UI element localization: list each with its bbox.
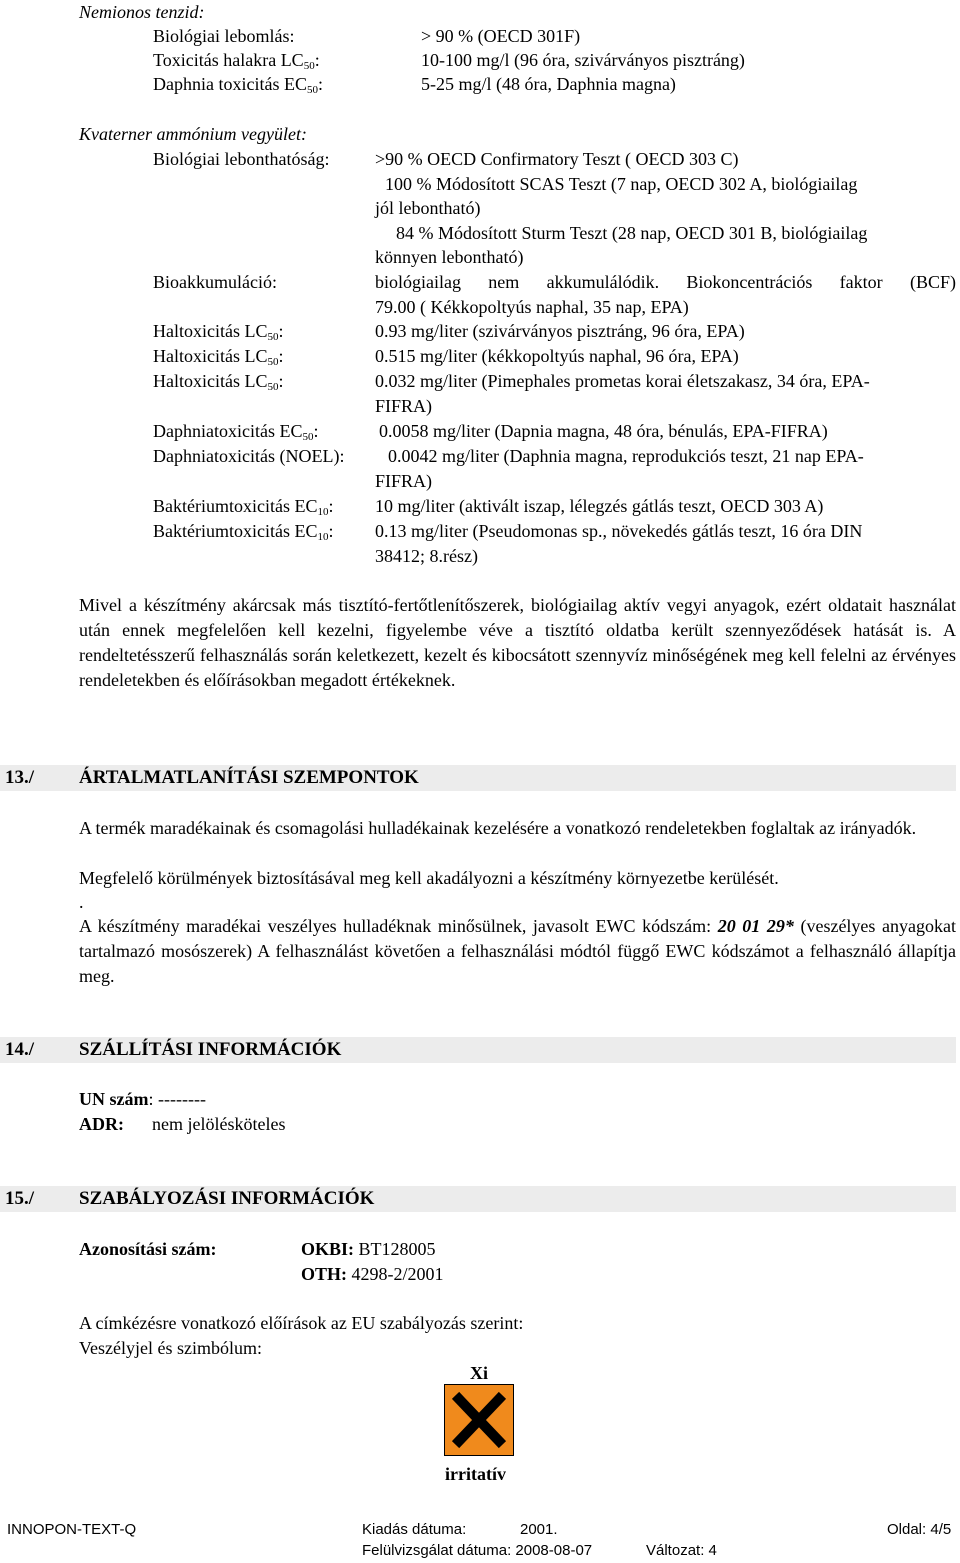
un-number: UN szám: -------- <box>79 1089 206 1109</box>
daphnoel-value-1: 0.0042 mg/liter (Daphnia magna, reprodukciós teszt, 21 nap EPA- <box>388 446 864 466</box>
daph-value: 0.0058 mg/liter (Dapnia magna, 48 óra, bénulás, EPA-FIFRA) <box>379 421 828 441</box>
footer-review-date: Felülvizsgálat dátuma: 2008-08-07 <box>362 1542 593 1559</box>
halt-value-2: 0.515 mg/liter (kékkopoltyús naphal, 96 óra, EPA) <box>375 346 739 366</box>
s13-paragraph-1: A termék maradékainak és csomagolási hulladékainak kezelésére a vonatkozó rendeletekben foglaltak az irányadók. <box>79 818 917 838</box>
bakt-value-1: 10 mg/liter (aktivált iszap, lélegzés gátlás teszt, OECD 303 A) <box>375 496 824 516</box>
biodeg-value-2a: 100 % Módosított SCAS Teszt (7 nap, OECD 302 A, biológiailag <box>385 174 858 194</box>
oth-line: OTH: 4298-2/2001 <box>301 1264 444 1284</box>
daphnoel-value-2: FIFRA) <box>375 471 433 491</box>
bioakk-value-1: biológiailag nem akkumulálódik. Biokoncentrációs faktor (BCF) <box>375 272 956 292</box>
halt-value-3a: 0.032 mg/liter (Pimephales prometas korai életszakasz, 34 óra, EPA- <box>375 371 870 391</box>
section-13-number: 13./ <box>5 767 35 788</box>
adr-value: nem jelölésköteles <box>152 1114 286 1134</box>
okbi-line: OKBI: BT128005 <box>301 1239 436 1259</box>
halt-label-3: Haltoxicitás $LC_{50}$: <box>153 371 284 393</box>
section-14-title: SZÁLLÍTÁSI INFORMÁCIÓK <box>79 1039 342 1060</box>
section-13-title: ÁRTALMATLANÍTÁSI SZEMPONTOK <box>79 767 419 788</box>
biodeg-label: Biológiai lebonthatóság: <box>153 149 330 169</box>
bioakk-label: Bioakkumuláció: <box>153 272 277 292</box>
halt-value-3b: FIFRA) <box>375 396 433 416</box>
kvaterner-heading: Kvaterner ammónium vegyület: <box>79 124 307 144</box>
bakt-label-2: Baktériumtoxicitás $EC_{10}$: <box>153 521 334 543</box>
veszelyjel-text: Veszélyjel és szimbólum: <box>79 1338 262 1358</box>
daph-label: Daphniatoxicitás $EC_{50}$: <box>153 421 319 443</box>
hazard-cross-icon <box>444 1384 514 1456</box>
bioakk-value-2: 79.00 ( Kékkopoltyús naphal, 35 nap, EPA) <box>375 297 689 317</box>
s13-paragraph-2: Megfelelő körülmények biztosításával meg kell akadályozni a készítmény környezetbe kerülését. <box>79 868 779 888</box>
nemionos-label-daphnia: Daphnia toxicitás $EC_{50}$: <box>153 74 323 96</box>
biodeg-value-3a: 84 % Módosított Sturm Teszt (28 nap, OECD 301 B, biológiailag <box>396 223 868 243</box>
halt-label-1: Haltoxicitás $LC_{50}$: <box>153 321 284 343</box>
footer-kiadas-label: Kiadás dátuma: <box>362 1521 467 1538</box>
footer-page: Oldal: 4/5 <box>887 1521 952 1538</box>
nemionos-label-halakra: Toxicitás halakra $LC_{50}$: <box>153 50 320 72</box>
bakt-value-2a: 0.13 mg/liter (Pseudomonas sp., növekedés gátlás teszt, 16 óra DIN <box>375 521 863 541</box>
ewc-code: 20 01 29* <box>717 916 794 936</box>
mivel-paragraph: Mivel a készítmény akárcsak más tisztító-fertőtlenítőszerek, biológiailag aktív vegyi anyagok, ezért oldatait használat után ennek megfelelően kell kezelni, figyelembe véve a tisztító oldatba került szennyeződések hatását is. A rendeltetésszerű felhasználás során keletkezett, kezelt és kibocsátott szennyvíz minőségének meg kell felelni az érvényes rendeletekben és előírásokban megadott értékeknek. <box>79 595 956 690</box>
section-15-title: SZABÁLYOZÁSI INFORMÁCIÓK <box>79 1188 375 1209</box>
nemionos-value-biodeg: > 90 % (OECD 301F) <box>421 26 581 46</box>
daphnoel-label: Daphniatoxicitás (NOEL): <box>153 446 345 466</box>
footer-version: Változat: 4 <box>646 1542 717 1559</box>
symbol-code: Xi <box>470 1363 488 1383</box>
cimkezes-text: A címkézésre vonatkozó előírások az EU szabályozás szerint: <box>79 1313 524 1333</box>
bakt-label-1: Baktériumtoxicitás $EC_{10}$: <box>153 496 334 518</box>
biodeg-value-2b: jól lebontható) <box>375 198 481 218</box>
halt-value-1: 0.93 mg/liter (szivárványos pisztráng, 96 óra, EPA) <box>375 321 745 341</box>
nemionos-value-daphnia: 5-25 mg/l (48 óra, Daphnia magna) <box>421 74 676 94</box>
s13-dot: . <box>79 892 84 912</box>
footer-kiadas-value: 2001. <box>520 1521 558 1538</box>
nemionos-heading: Nemionos tenzid: <box>79 2 205 22</box>
section-15-number: 15./ <box>5 1188 35 1209</box>
bakt-value-2b: 38412; 8.rész) <box>375 546 478 566</box>
footer-product: INNOPON-TEXT-Q <box>7 1521 137 1538</box>
azon-label: Azonosítási szám: <box>79 1239 217 1259</box>
nemionos-value-halakra: 10-100 mg/l (96 óra, szivárványos pisztráng) <box>421 50 745 70</box>
s13-paragraph-3: A készítmény maradékai veszélyes hulladéknak minősülnek, javasolt EWC kódszám: 20 01 29* (veszélyes anyagokat tartalmazó mosószerek) A felhasználást követően a felhasználási módtól függő EWC kódszámot a felhasználó állapítja meg. <box>79 916 956 986</box>
biodeg-value-1: >90 % OECD Confirmatory Teszt ( OECD 303 C) <box>375 149 739 169</box>
nemionos-label-biodeg: Biológiai lebomlás: <box>153 26 295 46</box>
adr-label: ADR: <box>79 1114 124 1134</box>
section-14-number: 14./ <box>5 1039 35 1060</box>
symbol-name: irritatív <box>445 1464 506 1484</box>
biodeg-value-3b: könnyen lebontható) <box>375 247 524 267</box>
halt-label-2: Haltoxicitás $LC_{50}$: <box>153 346 284 368</box>
